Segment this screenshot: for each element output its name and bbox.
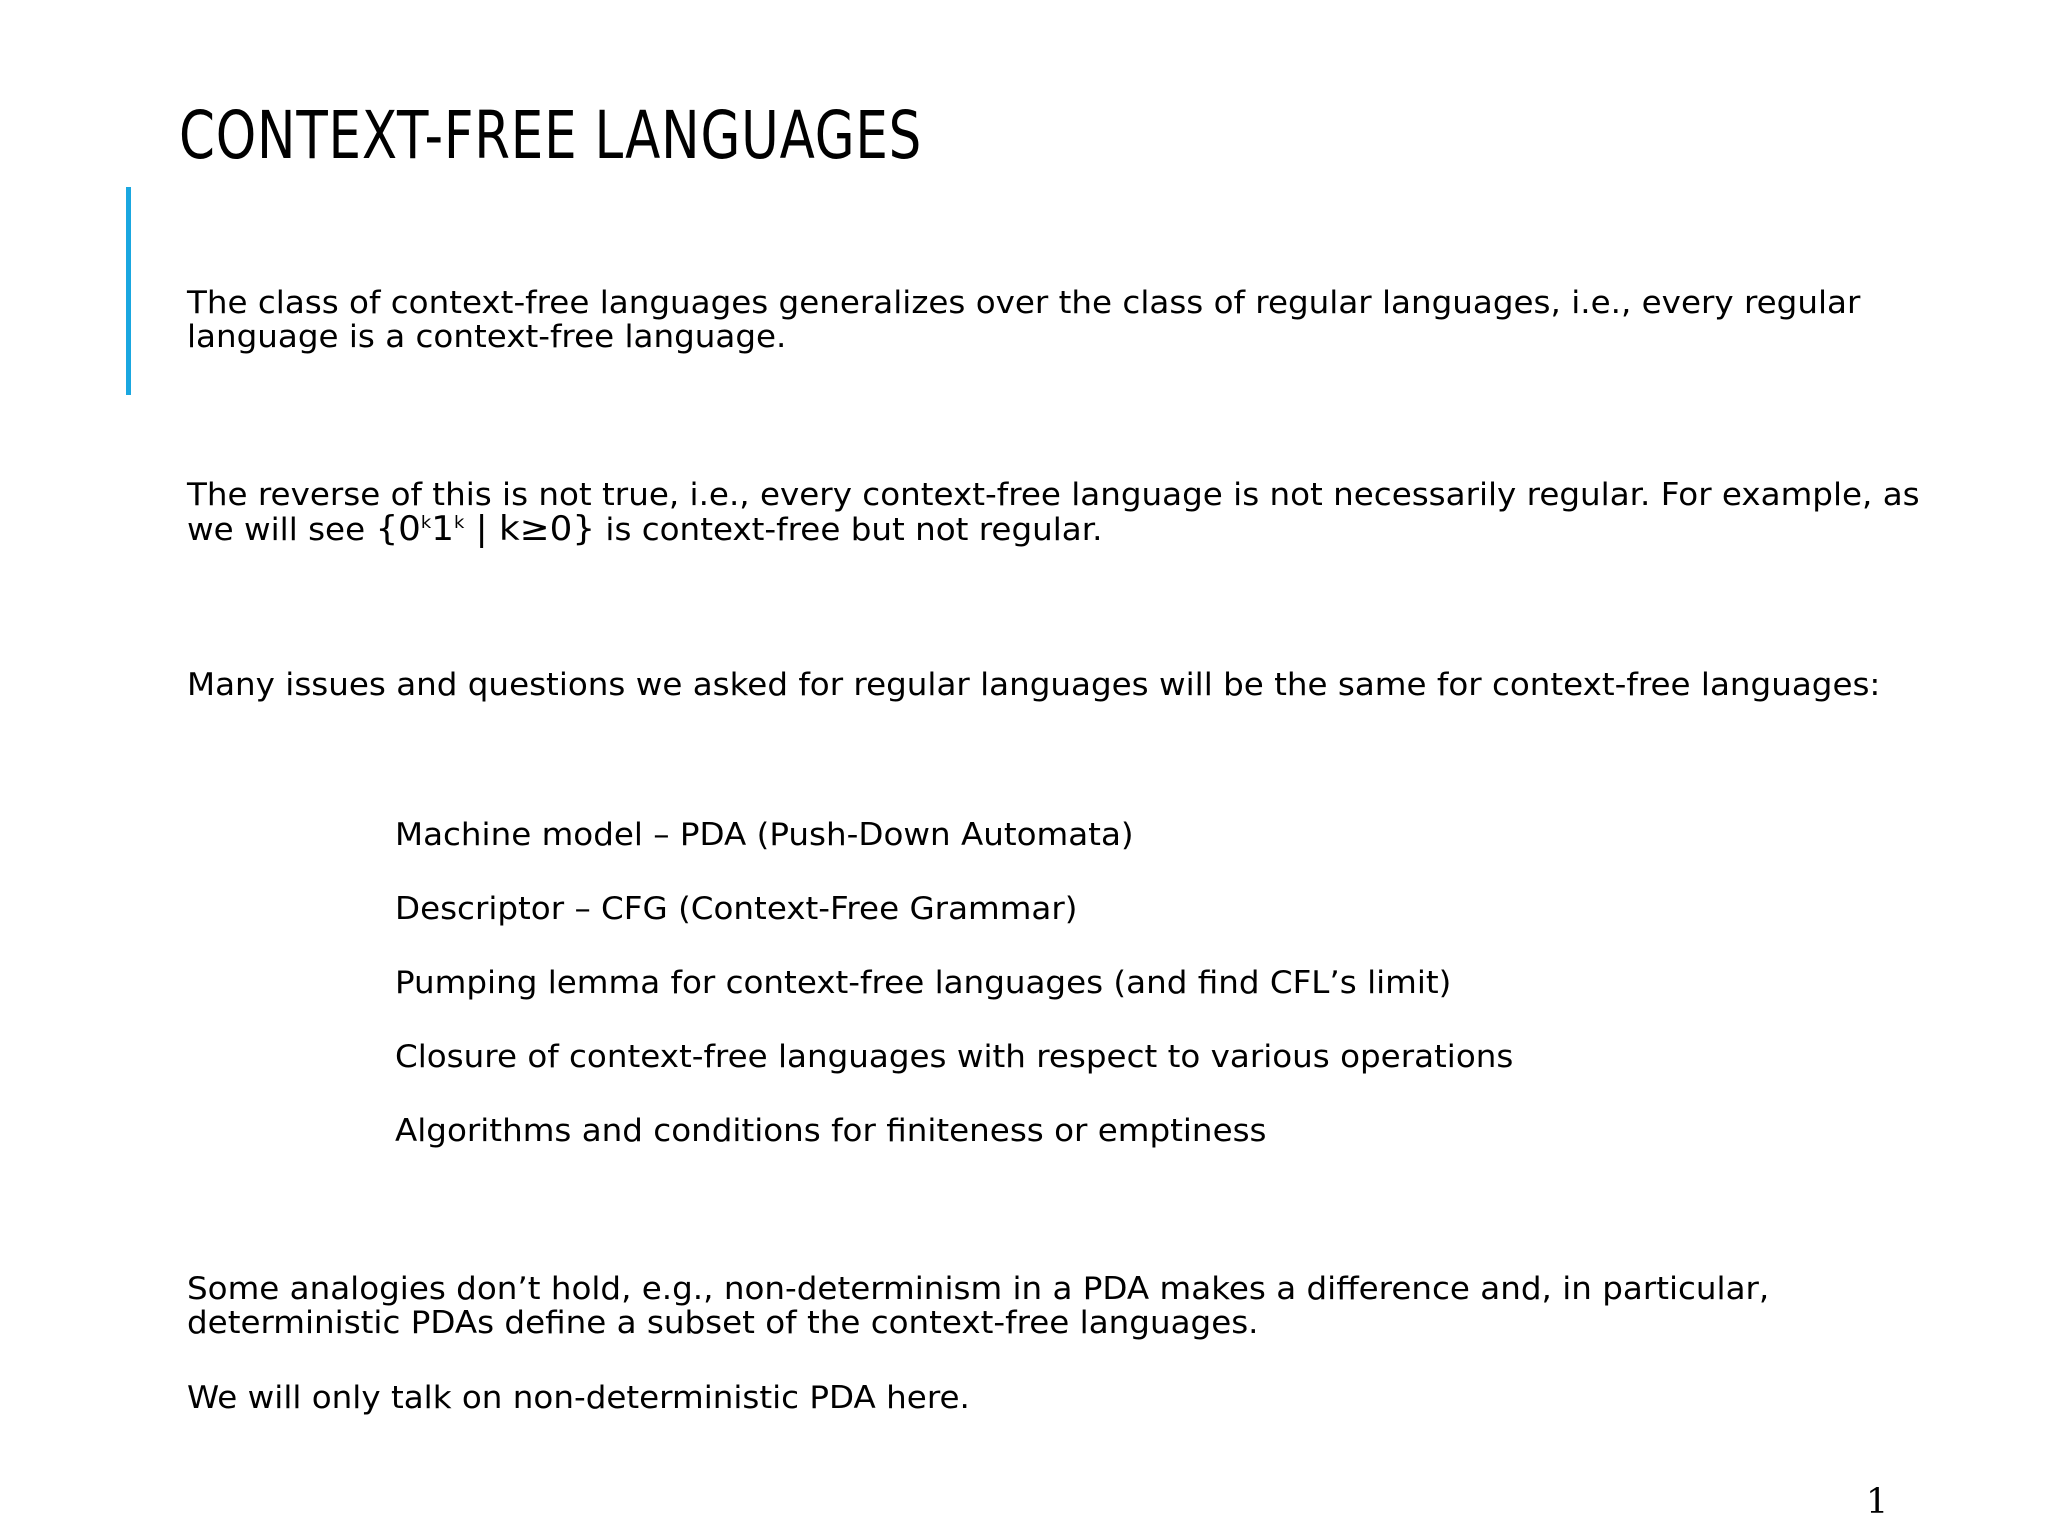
list-item: Machine model – PDA (Push-Down Automata)	[395, 817, 1134, 853]
paragraph-line-suffix: is context-free but not regular.	[595, 512, 1103, 548]
paragraph-line: The class of context-free languages generalizes over the class of regular languages, i.e., every regular	[187, 285, 1861, 321]
list-item: Descriptor – CFG (Context-Free Grammar)	[395, 891, 1078, 927]
paragraph-analogies	[187, 1272, 1769, 1340]
exponent-k: k	[420, 513, 432, 533]
list-item: Pumping lemma for context-free languages (and find CFL’s limit)	[395, 965, 1452, 1001]
set-expression	[375, 509, 595, 549]
paragraph-reverse-not-true	[187, 478, 1920, 547]
paragraph-line: deterministic PDAs define a subset of the context-free languages.	[187, 1305, 1259, 1341]
exponent-k: k	[453, 513, 465, 533]
list-item: Algorithms and conditions for finiteness or emptiness	[395, 1113, 1267, 1149]
paragraph-many-issues: Many issues and questions we asked for regular languages will be the same for context-free languages:	[187, 667, 1881, 703]
page-number: 1	[1866, 1482, 1889, 1522]
paragraph-line: language is a context-free language.	[187, 319, 787, 355]
accent-bar	[126, 187, 131, 395]
set-mid: 1	[431, 509, 454, 549]
paragraph-line: The reverse of this is not true, i.e., every context-free language is not necessarily regular. For example, as	[187, 477, 1920, 513]
list-item: Closure of context-free languages with respect to various operations	[395, 1039, 1514, 1075]
set-open: {0	[375, 509, 421, 549]
set-condition: | k≥0}	[464, 509, 596, 549]
paragraph-line-prefix: we will see	[187, 512, 376, 548]
slide-title: CONTEXT-FREE LANGUAGES	[179, 97, 923, 174]
paragraph-regular-subset	[187, 286, 1860, 354]
paragraph-non-deterministic: We will only talk on non-deterministic PDA here.	[187, 1380, 970, 1416]
paragraph-line: Some analogies don’t hold, e.g., non-determinism in a PDA makes a difference and, in particular,	[187, 1271, 1770, 1307]
topic-list	[395, 817, 1514, 1188]
